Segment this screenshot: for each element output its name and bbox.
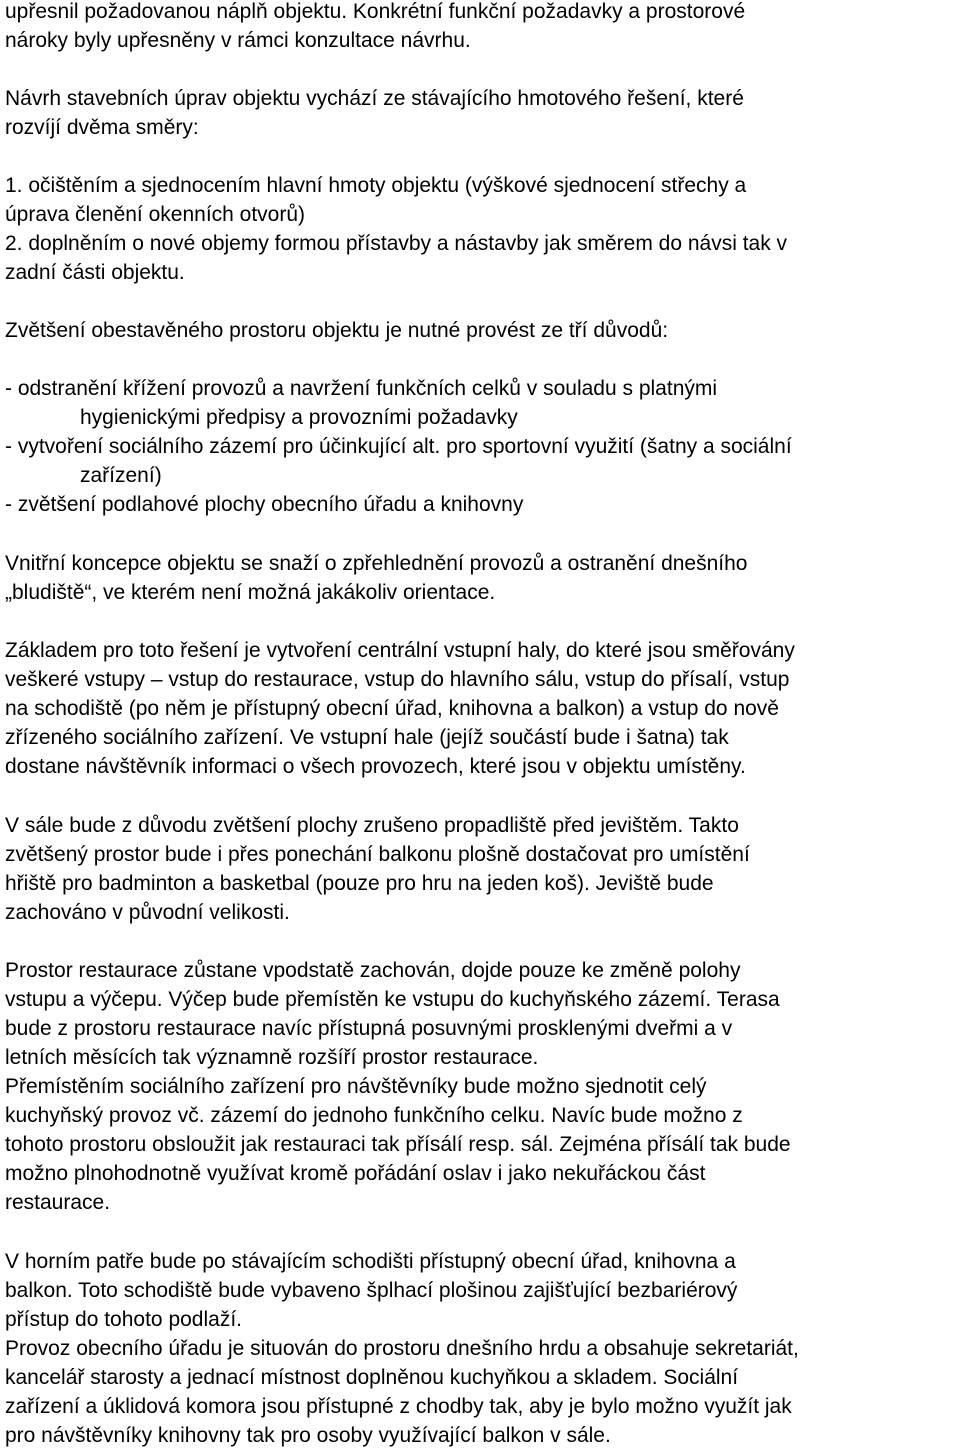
text-line: balkon. Toto schodiště bude vybaveno šplhací plošinou zajišťující bezbariérový xyxy=(5,1279,738,1302)
text-line: tohoto prostoru obsloužit jak restauraci tak přísálí resp. sál. Zejména přísálí tak bude xyxy=(5,1133,791,1156)
text-line: Vnitřní koncepce objektu se snaží o zpřehlednění provozů a ostranění dnešního xyxy=(5,552,748,575)
text-line: kancelář starosty a jednací místnost doplněnou kuchyňkou a skladem. Sociální xyxy=(5,1366,739,1389)
text-line: Návrh stavebních úprav objektu vychází ze stávajícího hmotového řešení, které xyxy=(5,87,744,110)
text-line: na schodiště (po něm je přístupný obecní úřad, knihovna a balkon) a vstup do nově xyxy=(5,697,779,720)
text-line: dostane návštěvník informaci o všech provozech, které jsou v objektu umístěny. xyxy=(5,755,746,778)
text-line: Přemístěním sociálního zařízení pro návštěvníky bude možno sjednotit celý xyxy=(5,1075,707,1098)
text-line: hřiště pro badminton a basketbal (pouze pro hru na jeden koš). Jeviště bude xyxy=(5,872,714,895)
text-line: letních měsících tak významně rozšíří prostor restaurace. xyxy=(5,1046,539,1069)
text-line: úprava členění okenních otvorů) xyxy=(5,203,306,226)
text-line: restaurace. xyxy=(5,1191,111,1214)
list-item: - vytvoření sociálního zázemí pro účinkující alt. pro sportovní využití (šatny a sociální xyxy=(5,435,792,458)
text-line: pro návštěvníky knihovny tak pro osoby využívající balkon v sále. xyxy=(5,1424,611,1447)
text-line: možno plnohodnotně využívat kromě pořádání oslav i jako nekuřáckou část xyxy=(5,1162,706,1185)
text-line: zařízení a úklidová komora jsou přístupné z chodby tak, aby je bylo možno využít jak xyxy=(5,1395,792,1418)
text-line: zřízeného sociálního zařízení. Ve vstupní hale (jejíž součástí bude i šatna) tak xyxy=(5,726,729,749)
text-line: upřesnil požadovanou náplň objektu. Konkrétní funkční požadavky a prostorové xyxy=(5,0,746,23)
list-item: - odstranění křížení provozů a navržení funkčních celků v souladu s platnými xyxy=(5,377,718,400)
text-line: kuchyňský provoz vč. zázemí do jednoho funkčního celku. Navíc bude možno z xyxy=(5,1104,743,1127)
text-line: zařízení) xyxy=(80,464,162,487)
text-line: V sále bude z důvodu zvětšení plochy zrušeno propadliště před jevištěm. Takto xyxy=(5,814,739,837)
list-item: 1. očištěním a sjednocením hlavní hmoty objektu (výškové sjednocení střechy a xyxy=(5,174,747,197)
text-line: Provoz obecního úřadu je situován do prostoru dnešního hrdu a obsahuje sekretariát, xyxy=(5,1337,799,1360)
text-line: bude z prostoru restaurace navíc přístupná posuvnými prosklenými dveřmi a v xyxy=(5,1017,733,1040)
text-line: přístup do tohoto podlaží. xyxy=(5,1308,242,1331)
text-line: nároky byly upřesněny v rámci konzultace návrhu. xyxy=(5,29,471,52)
list-item: 2. doplněním o nové objemy formou přístavby a nástavby jak směrem do návsi tak v xyxy=(5,232,788,255)
text-line: zadní části objektu. xyxy=(5,261,185,284)
text-line: Základem pro toto řešení je vytvoření centrální vstupní haly, do které jsou směřovány xyxy=(5,639,795,662)
text-line: Prostor restaurace zůstane vpodstatě zachován, dojde pouze ke změně polohy xyxy=(5,959,741,982)
text-line: hygienickými předpisy a provozními požadavky xyxy=(80,406,518,429)
text-line: veškeré vstupy – vstup do restaurace, vstup do hlavního sálu, vstup do přísalí, vstup xyxy=(5,668,790,691)
text-line: zvětšený prostor bude i přes ponechání balkonu plošně dostačovat pro umístění xyxy=(5,843,750,866)
list-item: - zvětšení podlahové plochy obecního úřadu a knihovny xyxy=(5,493,524,516)
text-line: V horním patře bude po stávajícím schodišti přístupný obecní úřad, knihovna a xyxy=(5,1250,736,1273)
text-line: zachováno v původní velikosti. xyxy=(5,901,290,924)
text-line: rozvíjí dvěma směry: xyxy=(5,116,199,139)
text-line: vstupu a výčepu. Výčep bude přemístěn ke vstupu do kuchyňského zázemí. Terasa xyxy=(5,988,780,1011)
text-line: „bludiště“, ve kterém není možná jakákoliv orientace. xyxy=(5,581,496,604)
text-line: Zvětšení obestavěného prostoru objektu je nutné provést ze tří důvodů: xyxy=(5,319,669,342)
